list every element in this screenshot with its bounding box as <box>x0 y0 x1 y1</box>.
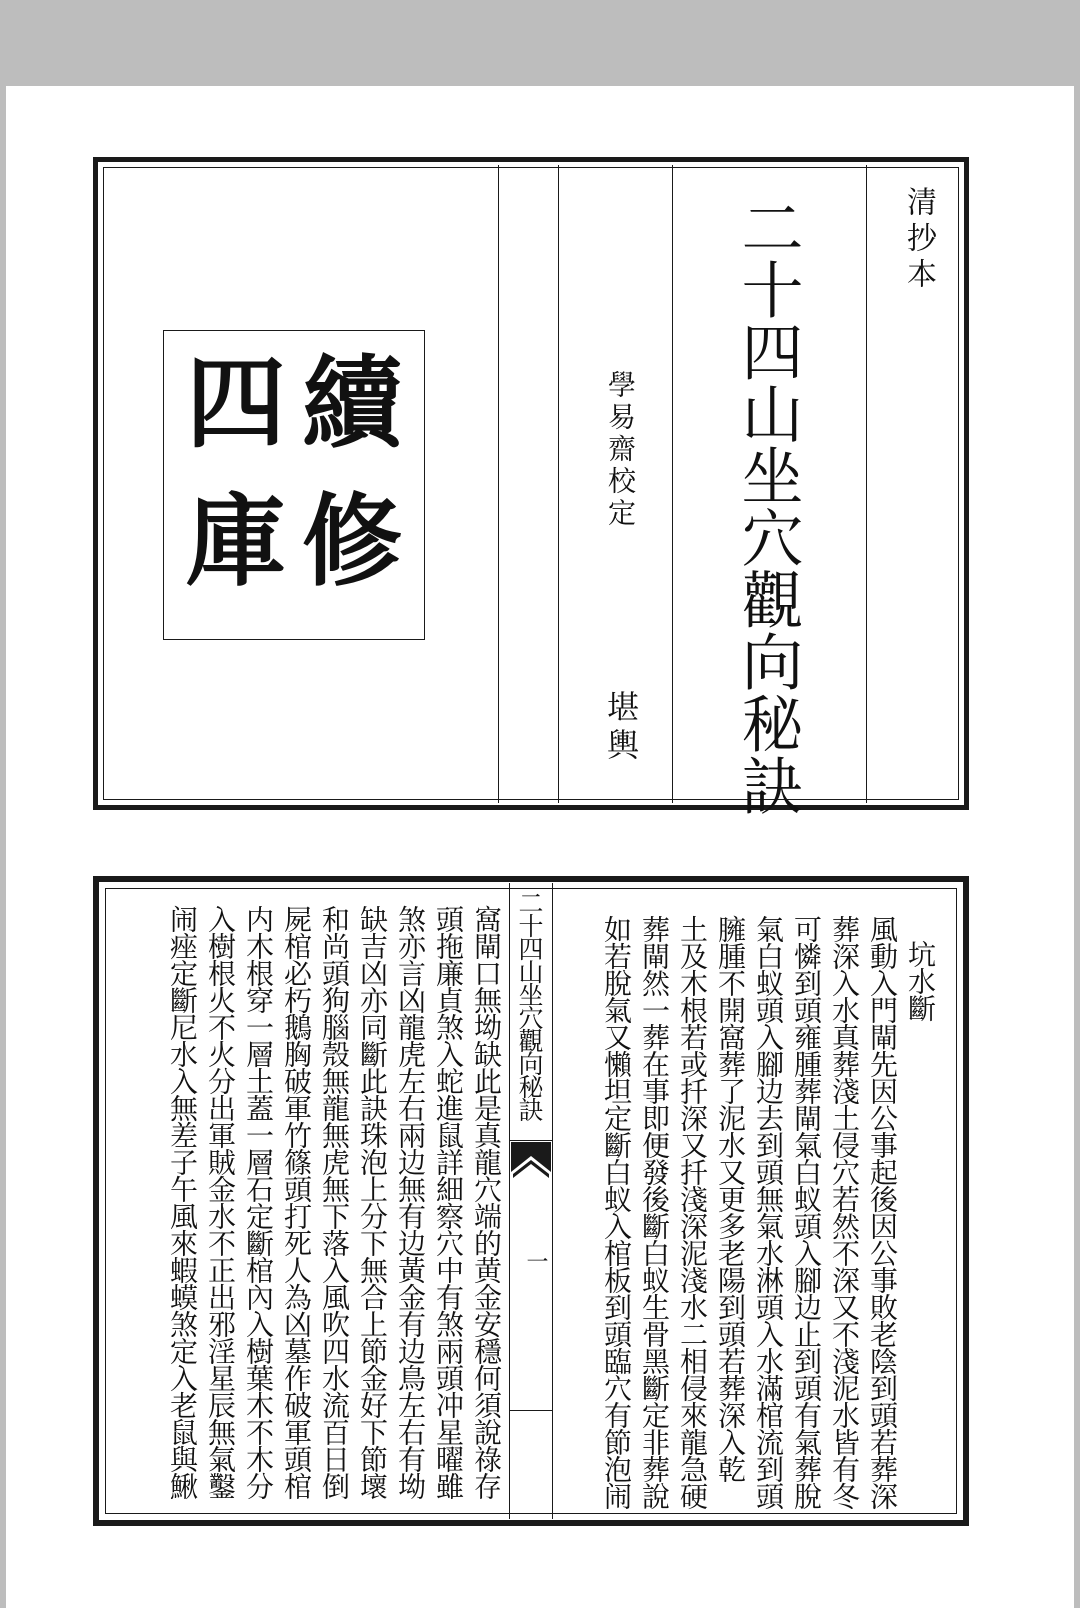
title-page-divider-3 <box>672 165 673 803</box>
margin-title: 二十四山坐穴觀向秘訣 <box>515 890 544 1120</box>
text-column: 闹痤定斷尼水入無差子午風來蝦蟆煞定入老鼠與鰍 <box>166 905 199 1499</box>
title-page-divider-4 <box>866 165 867 803</box>
text-column: 如若脫氣又懶坦定斷白蚁入棺板到頭臨穴有節泡闹 <box>600 915 633 1509</box>
text-column: 臃腫不開窩葬了泥水又更多老陽到頭若葬深入乾 <box>714 915 747 1482</box>
title-page-divider-1 <box>498 165 499 803</box>
proofread-label: 學易齋校定 <box>604 370 637 530</box>
fold-lower-rule <box>509 1410 552 1411</box>
text-column: 可憐到頭雍腫葬閘氣白蚁頭入腳边止到頭有氣葬脫 <box>790 915 823 1509</box>
text-column: 煞亦言凶龍虎左右兩边無有边黃金有边鳥左右有坳 <box>394 905 427 1499</box>
title-page-divider-2 <box>558 165 559 803</box>
category-label: 堪輿 <box>602 690 640 766</box>
text-column: 葬閘然一葬在事即便發後斷白蚁生骨黑斷定非葬說 <box>638 915 671 1509</box>
edition-label: 清抄本 <box>901 186 936 294</box>
collection-seal <box>163 330 425 640</box>
text-column: 内木根穿一層土蓋一層石定斷棺內入樹葉木不木分 <box>242 905 275 1499</box>
seal-glyph-3: 四 <box>186 344 286 462</box>
page-number: 一 <box>523 1250 548 1272</box>
fold-column-left-rule <box>509 883 510 1519</box>
text-column: 屍棺必朽鵝胸破軍竹篠頭打死人為凶墓作破軍頭棺 <box>280 905 313 1499</box>
text-column: 頭拖廉貞煞入蛇進鼠詳細察穴中有煞兩頭冲星曜雖 <box>432 905 465 1499</box>
text-column: 缺吉凶亦同斷此訣珠泡上分下無合上節金好下節壞 <box>356 905 389 1499</box>
seal-glyph-4: 庫 <box>186 482 286 600</box>
fishtail-mark <box>511 1142 551 1182</box>
book-title: 二十四山坐穴觀向秘訣 <box>731 196 804 816</box>
text-column: 窩閘口無坳缺此是真龍穴端的黄金安穩何須說祿存 <box>470 905 503 1499</box>
seal-glyph-2: 修 <box>302 482 402 600</box>
fold-column-right-rule <box>552 883 553 1519</box>
fold-upper-rule <box>509 1140 552 1141</box>
text-column: 土及木根若或扦深又扦淺深泥淺水二相侵來龍急硬 <box>676 915 709 1509</box>
text-column: 葬深入水真葬淺土侵穴若然不深又不淺泥水皆有冬 <box>828 915 861 1509</box>
section-heading: 坑水斷 <box>904 940 937 1021</box>
text-column: 氣白蚁頭入腳边去到頭無氣水淋頭入水滿棺流到頭 <box>752 915 785 1509</box>
text-column: 和尚頭狗腦殼無龍無虎無下落入風吹四水流百日倒 <box>318 905 351 1499</box>
seal-glyph-1: 續 <box>302 344 402 462</box>
text-column: 入樹根火不火分出軍賊金水不正出邪淫星辰無氣鑿 <box>204 905 237 1499</box>
text-column: 風動入門閘先因公事起後因公事敗老陰到頭若葬深 <box>866 915 899 1509</box>
viewer-top-band <box>0 0 1080 86</box>
